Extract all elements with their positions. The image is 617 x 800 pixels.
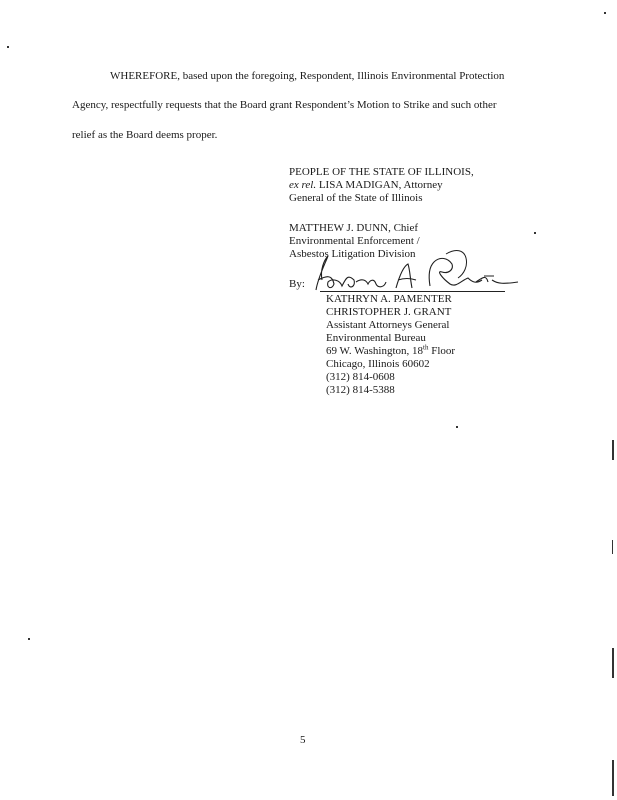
signer-bureau: Environmental Bureau [326,332,426,344]
scan-speck [604,12,606,14]
scan-mark [612,760,614,796]
signer-block [326,293,455,397]
scan-speck [7,46,9,48]
signer-address [326,345,455,358]
scan-speck [534,232,536,234]
scan-mark [612,440,614,460]
scan-mark [612,540,613,554]
address-street: 69 W. Washington, 18 [326,345,424,357]
signer-name-1: KATHRYN A. PAMENTER [326,293,452,305]
body-line-3: relief as the Board deems proper. [72,129,218,141]
division-line-3: Asbestos Litigation Division [289,248,416,260]
people-block [289,166,474,205]
by-label: By: [289,278,305,290]
people-line-1: PEOPLE OF THE STATE OF ILLINOIS, [289,166,474,178]
division-line-1: MATTHEW J. DUNN, Chief [289,222,419,234]
page-number: 5 [300,734,306,746]
signer-phone-2: (312) 814-5388 [326,384,395,396]
signature-line [320,291,505,292]
people-line-3: General of the State of Illinois [289,192,423,204]
signer-name-2: CHRISTOPHER J. GRANT [326,306,452,318]
scan-mark [612,648,614,678]
ex-rel-text: ex rel. [289,179,317,191]
signer-phone-1: (312) 814-0608 [326,371,395,383]
address-ordinal: th [423,343,429,352]
attorney-text: LISA MADIGAN, Attorney [316,179,443,191]
division-line-2: Environmental Enforcement / [289,235,420,247]
body-text: WHEREFORE, based upon the foregoing, Respondent, Illinois Environmental Protection [110,70,505,82]
signer-title: Assistant Attorneys General [326,319,450,331]
people-line-2 [289,179,474,192]
signer-city: Chicago, Illinois 60602 [326,358,430,370]
body-line-1 [72,69,552,84]
body-line-2: Agency, respectfully requests that the Board grant Respondent’s Motion to Strike and such other [72,99,497,111]
scan-speck [28,638,30,640]
address-floor: Floor [428,345,456,357]
scan-speck [456,426,458,428]
